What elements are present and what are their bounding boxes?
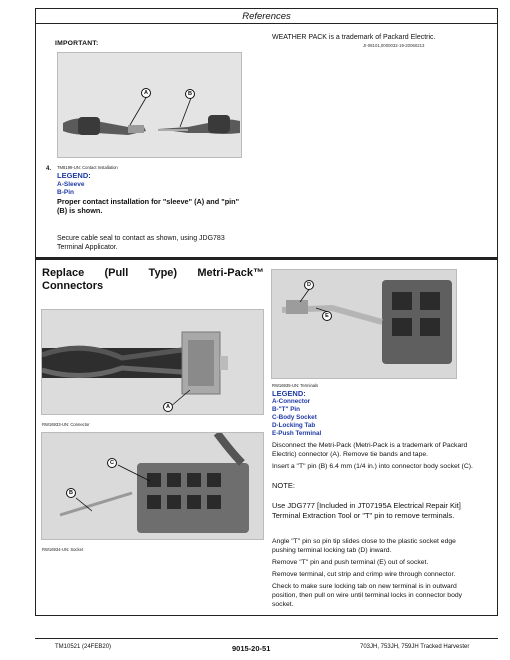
check-tab-line-2: position, then pull on wire until terminal locks in connector body [272, 592, 463, 599]
contact-installation-photo [57, 52, 242, 158]
callout-connector-a: A [163, 402, 173, 412]
contact-description-2: (B) is shown. [57, 206, 103, 215]
socket-caption: RW16934-UN: Socket [42, 547, 84, 552]
callout-terminal-d: D [304, 280, 314, 290]
section-title [42, 267, 264, 293]
footer-rule [35, 638, 498, 639]
title-word-3: Type) [148, 267, 178, 279]
callout-a: A [141, 88, 151, 98]
remove-pin-text: Remove "T" pin and push terminal (E) out of socket. [272, 559, 429, 566]
page-header [35, 8, 498, 24]
title-line-2: Connectors [42, 280, 104, 292]
document-id: JI-08101,0000032-19-20060213 [363, 43, 425, 48]
title-word-1: Replace [42, 267, 85, 279]
legend-item-body-socket: C-Body Socket [272, 414, 317, 421]
callout-terminal-e: E [322, 311, 332, 321]
angle-pin-line-2: pushing terminal locking tab (D) inward. [272, 547, 392, 554]
disconnect-line-1: Disconnect the Metri-Pack (Metri-Pack is a trademark of Packard [272, 442, 468, 449]
connector-caption: RW16933-UN: Connector [42, 422, 90, 427]
insert-pin-text: Insert a "T" pin (B) 6.4 mm (1/4 in.) into connector body socket (C). [272, 463, 473, 470]
note-line-2: Terminal Extraction Tool or "T" pin to remove terminals. [272, 511, 455, 520]
check-tab-line-1: Check to make sure locking tab on new terminal is in outward [272, 583, 457, 590]
legend-item-t-pin: B-"T" Pin [272, 406, 301, 413]
callout-b: B [185, 89, 195, 99]
connector-illustration [42, 310, 264, 415]
step-number: 4. [46, 166, 52, 172]
title-word-4: Metri-Pack™ [197, 267, 264, 279]
connector-photo [41, 309, 264, 415]
note-label: NOTE: [272, 481, 295, 490]
contact-illustration [58, 53, 242, 158]
footer-tm-number: TM10521 (24FEB20) [55, 644, 112, 650]
footer-page-number: 9015-20-51 [232, 644, 271, 653]
remove-terminal-text: Remove terminal, cut strip and crimp wire through connector. [272, 571, 456, 578]
legend-item-connector: A-Connector [272, 398, 311, 405]
bottom-legend-title: LEGEND: [272, 389, 306, 398]
check-tab-line-3: socket. [272, 601, 294, 608]
instruction-line-1: Secure cable seal to contact as shown, using JDG783 [57, 235, 225, 242]
legend-title: LEGEND: [57, 171, 91, 180]
legend-item-push-terminal: E-Push Terminal [272, 430, 322, 437]
important-label: IMPORTANT: [55, 40, 99, 47]
legend-item-pin: B-Pin [57, 189, 74, 196]
contact-description-1: Proper contact installation for "sleeve" (A) and "pin" [57, 197, 240, 206]
callout-socket-c: C [107, 458, 117, 468]
title-word-2: (Pull [104, 267, 129, 279]
trademark-note: WEATHER PACK is a trademark of Packard Electric. [272, 34, 436, 41]
legend-item-sleeve: A-Sleeve [57, 181, 85, 188]
angle-pin-line-1: Angle "T" pin so pin tip slides close to the plastic socket edge [272, 538, 456, 545]
note-line-1: Use JDG777 [Included in JT07195A Electrical Repair Kit] [272, 501, 461, 510]
contact-photo-caption: TM8199-UN: Contact Installation [57, 165, 118, 170]
terminals-photo [271, 269, 457, 379]
instruction-line-2: Terminal Applicator. [57, 244, 118, 251]
terminals-illustration [272, 270, 457, 379]
disconnect-line-2: Electric) connector (A). Remove tie bands and tape. [272, 451, 429, 458]
terminals-caption: RW16935-UN: Terminals [272, 383, 319, 388]
header-title: References [242, 11, 291, 22]
footer-model: 703JH, 753JH, 759JH Tracked Harvester [360, 644, 470, 650]
socket-photo [41, 432, 264, 540]
socket-illustration [42, 433, 264, 540]
callout-socket-b: B [66, 488, 76, 498]
legend-item-locking-tab: D-Locking Tab [272, 422, 316, 429]
